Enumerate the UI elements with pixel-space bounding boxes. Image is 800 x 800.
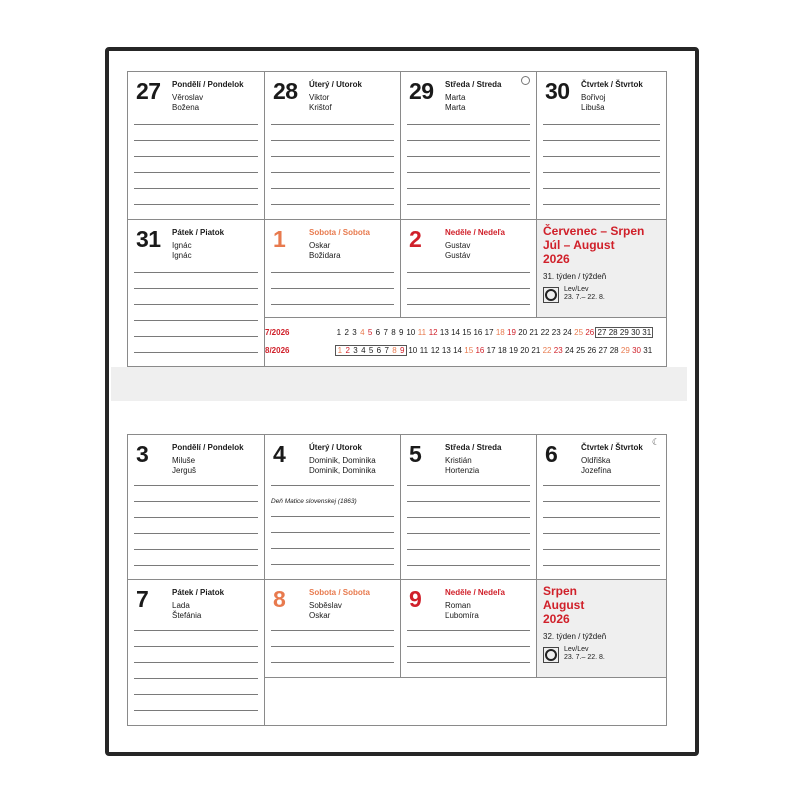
day-name: Středa / Streda: [445, 80, 502, 89]
leo-zodiac-icon: [543, 287, 559, 303]
mini-calendar-day: 10: [406, 327, 416, 337]
writing-lines: [134, 630, 258, 726]
day-cell-9[interactable]: [401, 580, 537, 678]
mini-calendar-day: 26: [585, 327, 595, 337]
day-number: 28: [273, 78, 298, 104]
mini-calendar-month: 7/2026: [265, 327, 290, 337]
day-cell-5[interactable]: [401, 435, 537, 580]
leo-zodiac-icon: [543, 647, 559, 663]
name-days: Viktor Krištof: [309, 93, 332, 112]
mini-calendar-day: 28: [609, 345, 619, 355]
mini-calendar-month: 8/2026: [265, 345, 290, 355]
mini-calendar-day: 1: [335, 345, 344, 356]
zodiac-label: Lev/Lev 23. 7.– 22. 8.: [564, 646, 605, 661]
day-name: Pondělí / Pondelok: [172, 443, 244, 452]
day-cell-2[interactable]: [401, 220, 537, 318]
mini-calendar-day: 29: [620, 345, 630, 355]
day-name: Neděle / Nedeľa: [445, 588, 505, 597]
writing-lines: [543, 124, 660, 220]
month-info-cell: [537, 220, 666, 318]
full-moon-icon: [521, 76, 530, 85]
day-name: Neděle / Nedeľa: [445, 228, 505, 237]
week-31-page: [127, 71, 667, 367]
writing-lines: [407, 485, 530, 581]
mini-calendar-day: 3: [352, 327, 357, 337]
writing-lines: [543, 485, 660, 581]
writing-lines: [271, 630, 394, 678]
name-days: Roman Ľubomíra: [445, 601, 479, 620]
day-number: 2: [409, 226, 422, 252]
mini-calendar-day: 2: [345, 345, 350, 355]
day-cell-30[interactable]: [537, 72, 666, 220]
mini-calendar-day: 15: [462, 327, 472, 337]
zodiac-label: Lev/Lev 23. 7.– 22. 8.: [564, 286, 605, 301]
mini-calendar-day: 28: [608, 327, 618, 337]
day-name: Pátek / Piatok: [172, 228, 225, 237]
mini-calendar-day: 14: [451, 327, 460, 337]
mini-calendar-day: 19: [509, 345, 518, 355]
writing-lines: [271, 124, 394, 220]
mini-calendar-day: 16: [473, 327, 483, 337]
mini-calendar-day: 27: [598, 345, 608, 355]
day-number: 5: [409, 441, 422, 467]
mini-calendar-day: 9: [398, 345, 407, 356]
mini-calendar-day: 30: [631, 327, 640, 337]
day-number: 30: [545, 78, 570, 104]
writing-lines: [407, 630, 530, 678]
day-number: 31: [136, 226, 161, 252]
mini-calendar-day: 15: [464, 345, 474, 355]
mini-calendar-days: [335, 345, 653, 356]
day-name: Středa / Streda: [445, 443, 502, 452]
mini-calendar-day: 7: [383, 327, 388, 337]
mini-calendar-day: 17: [486, 345, 496, 355]
mini-calendar-day: 31: [643, 345, 653, 355]
mini-calendar-day: 20: [518, 327, 528, 337]
mini-calendar-day: 22: [542, 345, 552, 355]
day-number: 4: [273, 441, 286, 467]
mini-calendar-day: 12: [430, 345, 440, 355]
writing-lines: [134, 272, 258, 368]
mini-calendar-day: 13: [439, 327, 449, 337]
name-days: Ignác Ignác: [172, 241, 192, 260]
name-days: Kristián Hortenzia: [445, 456, 480, 475]
mini-calendar-row-7-2026: [265, 326, 653, 338]
mini-calendar-day: 23: [553, 345, 563, 355]
name-days: Oskar Božidara: [309, 241, 341, 260]
mini-calendar-day: 18: [495, 327, 505, 337]
writing-lines: [134, 124, 258, 220]
day-number: 27: [136, 78, 161, 104]
mini-calendar-day: 29: [619, 327, 629, 337]
day-cell-31[interactable]: [128, 220, 265, 366]
mini-calendar-day: 26: [587, 345, 597, 355]
mini-calendar-day: 2: [344, 327, 349, 337]
mini-calendar-day: 3: [353, 345, 358, 355]
day-cell-29[interactable]: [401, 72, 537, 220]
mini-calendar-day: 25: [576, 345, 586, 355]
mini-calendar-day: 11: [419, 345, 429, 355]
mini-calendar-day: 24: [564, 345, 574, 355]
day-name: Pátek / Piatok: [172, 588, 225, 597]
day-cell-28[interactable]: [265, 72, 401, 220]
last-quarter-moon-icon: ☾: [651, 437, 660, 447]
week-number: 31. týden / týždeň: [543, 272, 607, 281]
day-number: 9: [409, 586, 422, 612]
day-number: 7: [136, 586, 149, 612]
name-days: Dominik, Dominika Dominik, Dominika: [309, 456, 376, 475]
mini-calendar-day: 6: [376, 345, 382, 355]
day-name: Úterý / Utorok: [309, 80, 362, 89]
month-header: Červenec – Srpen Júl – August 2026: [543, 224, 645, 266]
mini-calendar-day: 13: [441, 345, 451, 355]
mini-calendar-day: 8: [391, 327, 396, 337]
mini-calendar-day: 4: [360, 327, 365, 337]
writing-lines: [271, 516, 394, 580]
mini-calendar-day: 5: [368, 345, 374, 355]
mini-calendar-day: 1: [336, 327, 342, 337]
mini-calendar-day: 16: [475, 345, 485, 355]
day-name: Úterý / Utorok: [309, 443, 362, 452]
day-number: 8: [273, 586, 286, 612]
name-days: Bořivoj Libuša: [581, 93, 606, 112]
name-days: Gustav Gustáv: [445, 241, 471, 260]
week-number: 32. týden / týždeň: [543, 632, 607, 641]
mini-calendar-day: 20: [520, 345, 530, 355]
day-cell-8[interactable]: [265, 580, 401, 678]
page-fold-band: [111, 367, 687, 401]
day-number: 3: [136, 441, 149, 467]
name-days: Miluše Jerguš: [172, 456, 197, 475]
mini-calendar-day: 23: [551, 327, 561, 337]
mini-calendar-days: [335, 327, 653, 338]
mini-calendar-day: 4: [361, 345, 366, 355]
mini-calendar-day: 10: [408, 345, 418, 355]
day-cell-7[interactable]: [128, 580, 265, 725]
day-number: 1: [273, 226, 286, 252]
writing-lines: [407, 272, 530, 320]
mini-calendar-day: 30: [632, 345, 641, 355]
writing-lines: [407, 124, 530, 220]
holiday-note: Deň Matice slovenskej (1863): [271, 498, 357, 505]
name-days: Oldřiška Jozefína: [581, 456, 612, 475]
day-name: Čtvrtek / Štvrtok: [581, 80, 643, 89]
mini-calendar-day: 7: [384, 345, 389, 355]
name-days: Soběslav Oskar: [309, 601, 342, 620]
mini-calendar-day: 21: [531, 345, 541, 355]
day-cell-6[interactable]: [537, 435, 666, 580]
mini-calendar-day: 21: [529, 327, 539, 337]
day-cell-27[interactable]: [128, 72, 265, 220]
mini-calendar-day: 14: [453, 345, 462, 355]
mini-calendar-day: 11: [417, 327, 427, 337]
day-cell-4[interactable]: [265, 435, 401, 580]
mini-calendar-day: 5: [367, 327, 373, 337]
day-cell-3[interactable]: [128, 435, 265, 580]
mini-calendar-day: 19: [507, 327, 516, 337]
week-32-page: [127, 434, 667, 726]
day-number: 6: [545, 441, 558, 467]
day-name: Sobota / Sobota: [309, 588, 370, 597]
day-name: Čtvrtek / Štvrtok: [581, 443, 643, 452]
mini-calendar-day: 8: [392, 345, 397, 355]
writing-lines: [134, 485, 258, 581]
month-info-cell: [537, 580, 666, 678]
mini-calendar-day: 6: [375, 327, 381, 337]
day-number: 29: [409, 78, 434, 104]
mini-calendar-row-8-2026: [265, 344, 653, 356]
mini-calendar-day: 24: [562, 327, 572, 337]
name-days: Věroslav Božena: [172, 93, 204, 112]
name-days: Marta Marta: [445, 93, 466, 112]
mini-calendar-day: 17: [484, 327, 494, 337]
mini-calendar-day: 9: [399, 327, 404, 337]
writing-lines: [271, 272, 394, 320]
day-name: Pondělí / Pondelok: [172, 80, 244, 89]
day-cell-1[interactable]: [265, 220, 401, 318]
mini-calendar-day: 25: [574, 327, 584, 337]
day-name: Sobota / Sobota: [309, 228, 370, 237]
mini-calendar-day: 27: [595, 327, 607, 338]
month-header: Srpen August 2026: [543, 584, 585, 626]
mini-calendar-day: 22: [540, 327, 550, 337]
mini-calendar-day: 12: [428, 327, 438, 337]
mini-calendar-day: 31: [641, 327, 653, 338]
name-days: Lada Štefánia: [172, 601, 202, 620]
mini-calendar-day: 18: [497, 345, 507, 355]
